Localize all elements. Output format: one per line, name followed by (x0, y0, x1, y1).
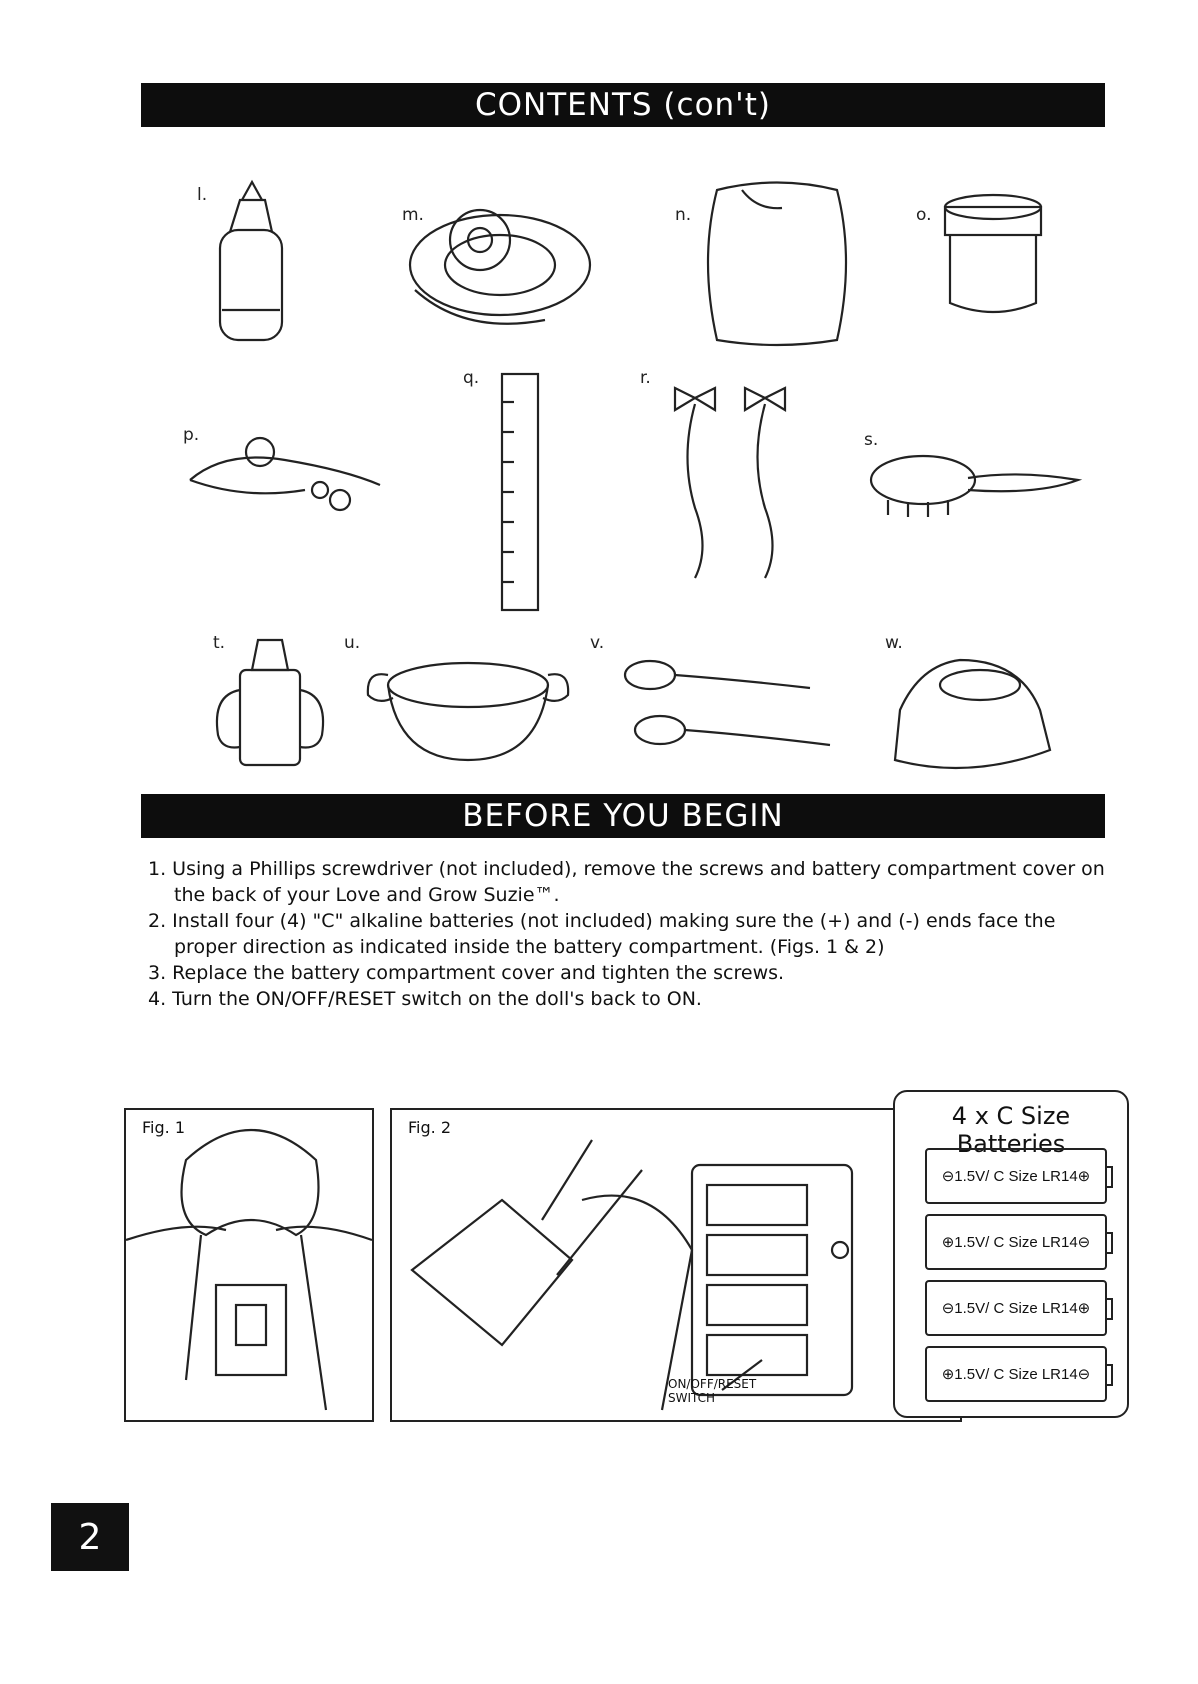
bib-icon (697, 180, 857, 350)
growth-ruler-icon (500, 372, 540, 612)
sippy-cup-icon (210, 635, 330, 775)
doll-back-illustration-icon (126, 1110, 372, 1420)
item-label-m: m. (402, 205, 424, 225)
headband-icon (185, 430, 385, 520)
item-label-r: r. (640, 368, 651, 388)
item-label-n: n. (675, 205, 692, 225)
baby-food-jar-icon (938, 193, 1048, 323)
switch-callout-line1: ON/OFF/RESET (668, 1377, 757, 1391)
batteries-title: 4 x C Size Batteries (951, 1102, 1071, 1158)
instruction-step: 4. Turn the ON/OFF/RESET switch on the doll's back to ON. (148, 988, 702, 1010)
item-label-w: w. (885, 633, 903, 653)
item-label-t: t. (213, 633, 226, 653)
battery-4: ⊕1.5V/ C Size LR14⊖ (925, 1346, 1107, 1402)
batteries-callout (893, 1090, 1129, 1418)
before-you-begin-heading: BEFORE YOU BEGIN (141, 794, 1105, 838)
item-label-s: s. (864, 430, 879, 450)
battery-3: ⊖1.5V/ C Size LR14⊕ (925, 1280, 1107, 1336)
figure-1 (124, 1108, 374, 1422)
potty-icon (880, 640, 1060, 780)
figure-2 (390, 1108, 962, 1422)
instruction-step: 2. Install four (4) "C" alkaline batteries (not included) making sure the (+) and (-) ends face the proper direction as indicated inside the battery compartment. (Figs. 1 & 2) (148, 910, 1056, 958)
baby-bottle-icon (210, 180, 300, 350)
hairbrush-icon (868, 450, 1088, 520)
bowl-icon (358, 640, 578, 770)
battery-compartment-illustration-icon (392, 1110, 960, 1420)
item-label-u: u. (344, 633, 361, 653)
battery-1: ⊖1.5V/ C Size LR14⊕ (925, 1148, 1107, 1204)
hair-extensions-icon (665, 378, 805, 588)
instructions-list (148, 856, 1108, 1012)
contents-heading: CONTENTS (con't) (141, 83, 1105, 127)
item-label-q: q. (463, 368, 480, 388)
switch-callout-line2: SWITCH (668, 1391, 716, 1405)
fig-1-label: Fig. 1 (138, 1118, 189, 1137)
instruction-step: 3. Replace the battery compartment cover and tighten the screws. (148, 962, 785, 984)
item-label-p: p. (183, 425, 200, 445)
item-label-v: v. (590, 633, 605, 653)
item-label-l: l. (197, 185, 208, 205)
battery-2: ⊕1.5V/ C Size LR14⊖ (925, 1214, 1107, 1270)
switch-callout (668, 1377, 758, 1405)
spoons-icon (620, 650, 840, 760)
instruction-step: 1. Using a Phillips screwdriver (not included), remove the screws and battery compartment cover on the back of your Love and Grow Suzie™. (148, 858, 1105, 906)
item-label-o: o. (916, 205, 932, 225)
page-number: 2 (51, 1503, 129, 1571)
pacifier-icon (405, 195, 595, 335)
fig-2-label: Fig. 2 (404, 1118, 455, 1137)
